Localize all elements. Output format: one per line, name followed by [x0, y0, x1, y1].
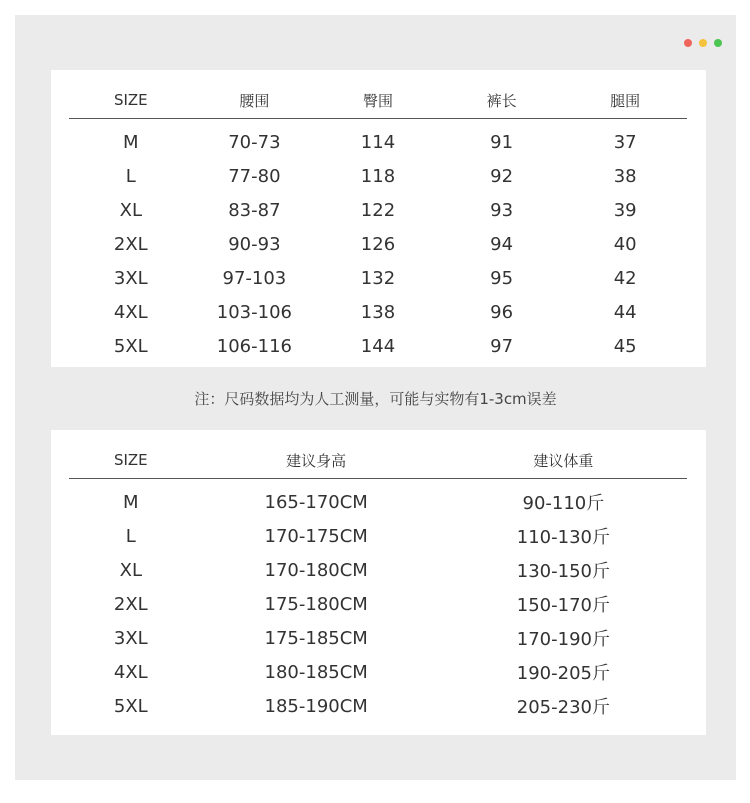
measurement-table: [69, 82, 687, 363]
header-hip: 臀围: [362, 91, 393, 110]
cell-weight: 205-230斤: [516, 697, 610, 718]
cell-height: 170-180CM: [264, 559, 368, 581]
cell-height: 165-170CM: [264, 491, 368, 513]
cell-weight: 190-205斤: [516, 663, 610, 684]
cell-size: 4XL: [113, 661, 148, 683]
recommendation-table-header: [69, 442, 687, 479]
table-row: [69, 159, 687, 193]
cell-size: L: [125, 165, 136, 187]
cell-thigh: 45: [613, 335, 637, 357]
header-weight: 建议体重: [533, 451, 594, 470]
recommendation-table-card: [51, 430, 706, 735]
cell-height: 175-180CM: [264, 593, 368, 615]
cell-size: L: [125, 525, 136, 547]
cell-waist: 103-106: [216, 301, 292, 323]
size-chart-frame: [15, 15, 736, 780]
cell-length: 93: [490, 199, 514, 221]
recommendation-table: [69, 442, 687, 723]
window-dots: [684, 39, 722, 47]
cell-size: M: [123, 491, 139, 513]
table-row: [69, 621, 687, 655]
cell-length: 91: [490, 131, 514, 153]
table-row: [69, 119, 687, 160]
table-row: [69, 193, 687, 227]
cell-size: 5XL: [113, 335, 148, 357]
cell-weight: 110-130斤: [516, 527, 610, 548]
header-height: 建议身高: [286, 451, 347, 470]
table-row: [69, 227, 687, 261]
cell-waist: 90-93: [228, 233, 281, 255]
table-row: [69, 519, 687, 553]
cell-weight: 150-170斤: [516, 595, 610, 616]
cell-size: 3XL: [113, 267, 148, 289]
cell-thigh: 42: [613, 267, 637, 289]
cell-thigh: 37: [613, 131, 637, 153]
table-row: [69, 689, 687, 723]
header-size: SIZE: [113, 451, 148, 469]
cell-waist: 70-73: [228, 131, 281, 153]
cell-waist: 77-80: [228, 165, 281, 187]
cell-hip: 144: [360, 335, 396, 357]
cell-hip: 122: [360, 199, 396, 221]
table-row: [69, 655, 687, 689]
table-row: [69, 261, 687, 295]
yellow-dot-icon: [699, 39, 707, 47]
cell-size: XL: [119, 199, 142, 221]
header-thigh: 腿围: [610, 91, 641, 110]
cell-height: 185-190CM: [264, 695, 368, 717]
green-dot-icon: [714, 39, 722, 47]
header-size: SIZE: [113, 91, 148, 109]
table-row: [69, 295, 687, 329]
cell-size: 2XL: [113, 593, 148, 615]
table-row: [69, 479, 687, 520]
measurement-table-header: [69, 82, 687, 119]
cell-length: 95: [490, 267, 514, 289]
cell-hip: 114: [360, 131, 396, 153]
header-length: 裤长: [486, 91, 517, 110]
cell-length: 97: [490, 335, 514, 357]
cell-weight: 130-150斤: [516, 561, 610, 582]
measurement-note: 注：尺码数据均为人工测量，可能与实物有1-3cm误差: [194, 390, 557, 408]
measurement-table-card: [51, 70, 706, 367]
cell-thigh: 44: [613, 301, 637, 323]
cell-hip: 138: [360, 301, 396, 323]
cell-thigh: 39: [613, 199, 637, 221]
cell-size: 2XL: [113, 233, 148, 255]
cell-length: 92: [490, 165, 514, 187]
cell-hip: 126: [360, 233, 396, 255]
cell-height: 170-175CM: [264, 525, 368, 547]
cell-waist: 97-103: [222, 267, 287, 289]
cell-height: 175-185CM: [264, 627, 368, 649]
cell-weight: 90-110斤: [522, 493, 605, 514]
cell-hip: 132: [360, 267, 396, 289]
cell-length: 94: [490, 233, 514, 255]
cell-height: 180-185CM: [264, 661, 368, 683]
header-waist: 腰围: [239, 91, 270, 110]
red-dot-icon: [684, 39, 692, 47]
table-row: [69, 553, 687, 587]
cell-size: 5XL: [113, 695, 148, 717]
cell-thigh: 38: [613, 165, 637, 187]
cell-weight: 170-190斤: [516, 629, 610, 650]
table-row: [69, 329, 687, 363]
cell-size: 4XL: [113, 301, 148, 323]
cell-hip: 118: [360, 165, 396, 187]
cell-waist: 106-116: [216, 335, 292, 357]
cell-thigh: 40: [613, 233, 637, 255]
cell-size: XL: [119, 559, 142, 581]
cell-size: M: [123, 131, 139, 153]
cell-waist: 83-87: [228, 199, 281, 221]
cell-size: 3XL: [113, 627, 148, 649]
table-row: [69, 587, 687, 621]
cell-length: 96: [490, 301, 514, 323]
